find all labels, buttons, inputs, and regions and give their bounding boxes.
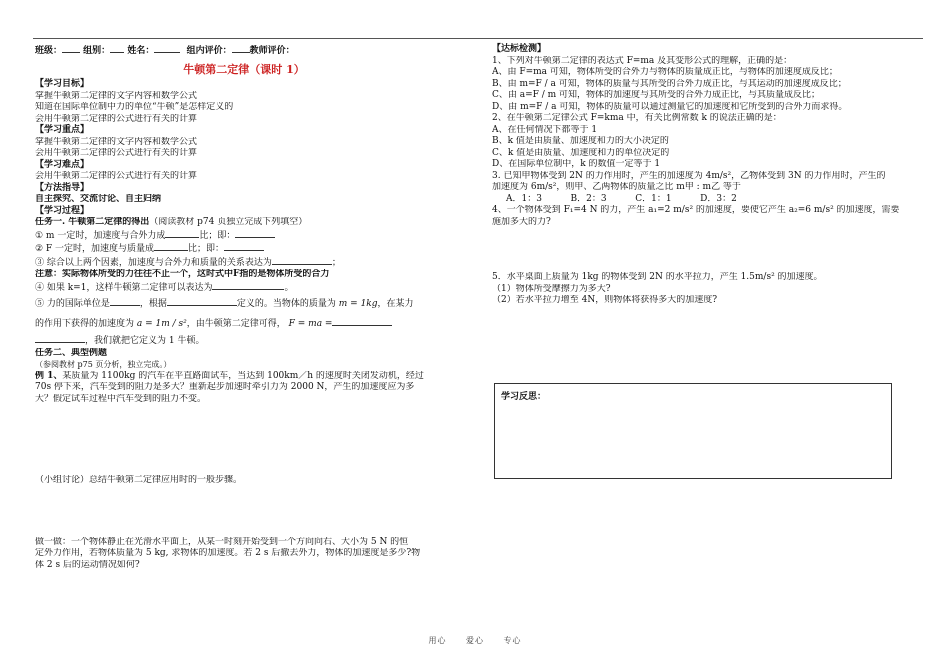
task2-title: 任务二、典型例题 xyxy=(35,347,108,358)
q2-option: B、k 值是由质量、加速度和力的大小决定的 xyxy=(492,136,669,146)
key-heading: 【学习重点】 xyxy=(35,125,90,135)
t1-line2a: ② F 一定时，加速度与质量成 xyxy=(35,244,155,254)
teacher-eval-label: 教师评价： xyxy=(249,46,295,56)
task1-note: （阅读教材 p74 页独立完成下列填空） xyxy=(149,217,308,227)
q3-line: 加速度为 6m/s²，则甲、乙两物体的质量之比 m甲 : m乙 等于 xyxy=(492,182,741,192)
q1-option: A、由 F=ma 可知，物体所受的合外力与物体的质量成正比，与物体的加速度成反比； xyxy=(492,67,838,77)
t1-line7: ，我们就把它定义为 1 牛顿。 xyxy=(85,336,205,346)
blank-2[interactable] xyxy=(235,229,275,238)
acc-formula: a = 1m / s² xyxy=(136,318,187,329)
q1-option: B、由 m=F / a 可知，物体的质量与其所受的合外力成正比，与其运动的加速度成反比； xyxy=(492,78,847,89)
blank-6[interactable] xyxy=(212,281,284,290)
blank-7[interactable] xyxy=(110,297,140,306)
q1-option: C、由 a=F / m 可知，物体的加速度与其所受的合外力成正比，与其质量成反比； xyxy=(492,90,821,100)
t1-line6b: ，由牛顿第二定律可得， xyxy=(186,318,286,329)
goal-item: 掌握牛顿第二定律的文字内容和数学公式 xyxy=(35,90,198,101)
reflection-label: 学习反思： xyxy=(501,392,547,402)
difficulty-item: 会用牛顿第二定律的公式进行有关的计算 xyxy=(35,171,198,181)
top-rule xyxy=(33,38,923,39)
task1-title: 任务一. 牛顿第二定律的得出 xyxy=(35,217,150,227)
blank-9[interactable] xyxy=(332,317,392,326)
q5-text: 5．水平桌面上质量为 1kg 的物体受到 2N 的水平拉力，产生 1.5m/s² 的加速度。 xyxy=(492,272,823,282)
t1-line6a: 的作用下获得的加速度为 xyxy=(35,318,135,329)
t1-line4: ④ 如果 k=1，这样牛顿第二定律可以表达为 xyxy=(35,282,213,293)
blank-1[interactable] xyxy=(165,229,199,238)
t1-line2b: 比；即： xyxy=(188,244,225,254)
q5-sub: （1）物体所受摩擦力为多大? xyxy=(492,283,611,294)
q2-option: D、在国际单位制中，k 的数值一定等于 1 xyxy=(492,159,661,169)
blank-4[interactable] xyxy=(224,242,264,251)
right-column xyxy=(492,44,912,307)
t1-note: 注意：实际物体所受的力往往不止一个，这时式中F指的是物体所受的合力 xyxy=(35,269,330,279)
difficulty-heading: 【学习难点】 xyxy=(35,159,90,170)
t1-line3: ③ 综合以上两个因素，加速度与合外力和质量的关系表达为 xyxy=(35,257,272,268)
page-title: 牛顿第二定律（课时 1） xyxy=(183,62,305,76)
t1-line5a: ⑤ 力的国际单位是 xyxy=(35,299,110,309)
class-label: 班级： xyxy=(35,46,63,56)
blank-8[interactable] xyxy=(167,297,237,306)
goal-item: 知道在国际单位制中力的单位“牛顿”是怎样定义的 xyxy=(35,102,234,112)
q2-option: C、k 值是由质量、加速度和力的单位决定的 xyxy=(492,147,670,158)
footer-item: 用心 xyxy=(428,636,447,645)
blank-3[interactable] xyxy=(154,242,188,251)
q4-line: 施加多大的力? xyxy=(492,216,551,227)
try-line: 做一做：一个物体静止在光滑水平面上，从某一时刻开始受到一个方向向右、大小为 5 N 的恒 xyxy=(35,536,409,547)
discussion-text: （小组讨论）总结牛顿第二定律应用时的一般步骤。 xyxy=(35,475,243,485)
footer xyxy=(0,635,950,646)
class-blank[interactable] xyxy=(62,44,80,53)
q4-line: 4、一个物体受到 F₁=4 N 的力，产生 a₁=2 m/s² 的加速度，要使它产生 a₂=6 m/s² 的加速度，需要 xyxy=(492,205,900,215)
q1-text: 1、下列对牛顿第二定律的表达式 F=ma 及其变形公式的理解，正确的是： xyxy=(492,55,793,66)
goals-heading: 【学习目标】 xyxy=(35,79,90,89)
q3-line: 3. 已知甲物体受到 2N 的力作用时，产生的加速度为 4m/s²，乙物体受到 3N 的力作用时，产生的 xyxy=(492,170,886,181)
group-blank[interactable] xyxy=(110,44,124,53)
method-text: 自主探究、交流讨论、自主归纳 xyxy=(35,194,162,204)
q2-option: A、在任何情况下都等于 1 xyxy=(492,124,598,135)
check-heading: 【达标检测】 xyxy=(492,44,547,54)
t1-line5b: ，根据 xyxy=(139,299,167,309)
ex1-label: 例 1、 xyxy=(35,370,63,381)
name-blank[interactable] xyxy=(154,44,180,53)
q5-sub: （2）若水平拉力增至 4N，则物体将获得多大的加速度? xyxy=(492,295,718,305)
q3-options: A．1：3 B．2：3 C．1：1 D．3：2 xyxy=(506,193,737,204)
q1-option: D、由 m=F / a 可知，物体的质量可以通过测量它的加速度和它所受到的合外力而求得。 xyxy=(492,101,848,112)
group-eval-label: 组内评价： xyxy=(186,46,232,56)
mass-formula: m = 1kg xyxy=(338,299,378,309)
t1-line1a: ① m 一定时，加速度与合外力成 xyxy=(35,230,166,241)
force-formula: F = ma = xyxy=(288,318,333,329)
key-item: 掌握牛顿第二定律的文字内容和数学公式 xyxy=(35,136,198,147)
t1-line1b: 比；即： xyxy=(199,230,236,241)
reflection-box[interactable] xyxy=(494,383,892,479)
header-fields xyxy=(35,44,453,58)
t1-line5d: ，在某力 xyxy=(377,299,414,309)
try-line: 体 2 s 后的运动情况如何? xyxy=(35,559,140,570)
blank-5[interactable] xyxy=(272,256,332,265)
footer-item: 爱心 xyxy=(466,636,484,645)
method-heading: 【方法指导】 xyxy=(35,182,90,193)
key-item: 会用牛顿第二定律的公式进行有关的计算 xyxy=(35,148,198,158)
t1-line5c: 定义的。当物体的质量为 xyxy=(236,299,336,309)
footer-item: 专心 xyxy=(503,636,522,645)
goal-item: 会用牛顿第二定律的公式进行有关的计算 xyxy=(35,113,198,124)
ex1-line: 70s 停下来，汽车受到的阻力是多大？重新起步加速时牵引力为 2000 N，产生的加速度应为多 xyxy=(35,382,415,392)
process-heading: 【学习过程】 xyxy=(35,205,90,216)
q2-text: 2、在牛顿第二定律公式 F=kma 中，有关比例常数 k 的说法正确的是： xyxy=(492,113,782,123)
name-label: 姓名： xyxy=(127,46,155,56)
blank-10[interactable] xyxy=(35,334,85,343)
group-eval-blank[interactable] xyxy=(232,44,250,53)
task2-note: （参阅教材 p75 页分析，独立完成。） xyxy=(35,360,172,369)
ex1-line: 大？假定试车过程中汽车受到的阻力不变。 xyxy=(35,393,207,404)
group-label: 组别： xyxy=(83,46,111,56)
left-column: 班级： 组别： 姓名： 组内评价： 教师评价： 牛顿第二定律（课时 1） 【学习目标】 掌握牛顿第二定律的文字内容和数学公式 知道在国际单位制中力的单位“牛顿”是怎样定义的 会用牛顿第二定律的公式进行有关的计算 【学习重点】 掌握牛顿第二定律的文字内容和数学公式 会用牛顿第二定律的公式进行有关的计算 【学习难点】 会用牛顿第二定律的公式进行有关的计算 【方法指导】 自主探究、交流讨论、自主归纳 【学习过程】 任务一. 牛顿第二定律的得出（阅读教材 p74 页独立完成下列填空） ① m 一定时，加速度与合外力成 比；即： ② F 一定时，加速度与质量成 比；即： ③ 综合以上两个因素，加速度与合外力和质量的关系表达为 ； 注意：实际物体所受的力往往不止一个，这时式中F指的是物体所受的合力 ④ 如果 k=1，这样牛顿第二定律可以表达为 。 ⑤ 力的国际单位是 ，根据 定义的。当物体的质量为 m = 1kg，在某力 的作用下获得的加速度为 a = 1m / s²，由牛顿第二定律可得， F = ma = ，我们就把它定义为 1 牛顿。 任务二、典型例题 （参阅教材 p75 页分析，独立完成。） 例 1、某质量为 1100kg 的汽车在平直路面试车，当达到 100km／h 的速度时关闭发动机，经过 70s 停下来，汽车受到的阻力是多大？重新起步加速时牵引力为 2000 N，产生的加速度应为多 大？假定试车过程中汽车受到的阻力不变。 （小组讨论）总结牛顿第二定律应用时的一般步骤。 做一做：一个物体静止在光滑水平面上，从某一时刻开始受到一个方向向右、大小为 5 N 的恒 定外力作用，若物体质量为 5 kg, 求物体的加速度。若 2 s 后撤去外力，物体的加速度是多少?物 体 2 s 后的运动情况如何? xyxy=(35,44,453,571)
ex1-line: 某质量为 1100kg 的汽车在平直路面试车，当达到 100km／h 的速度时关闭发动机，经过 xyxy=(62,370,424,381)
try-line: 定外力作用，若物体质量为 5 kg, 求物体的加速度。若 2 s 后撤去外力，物体的加速度是多少?物 xyxy=(35,548,421,558)
